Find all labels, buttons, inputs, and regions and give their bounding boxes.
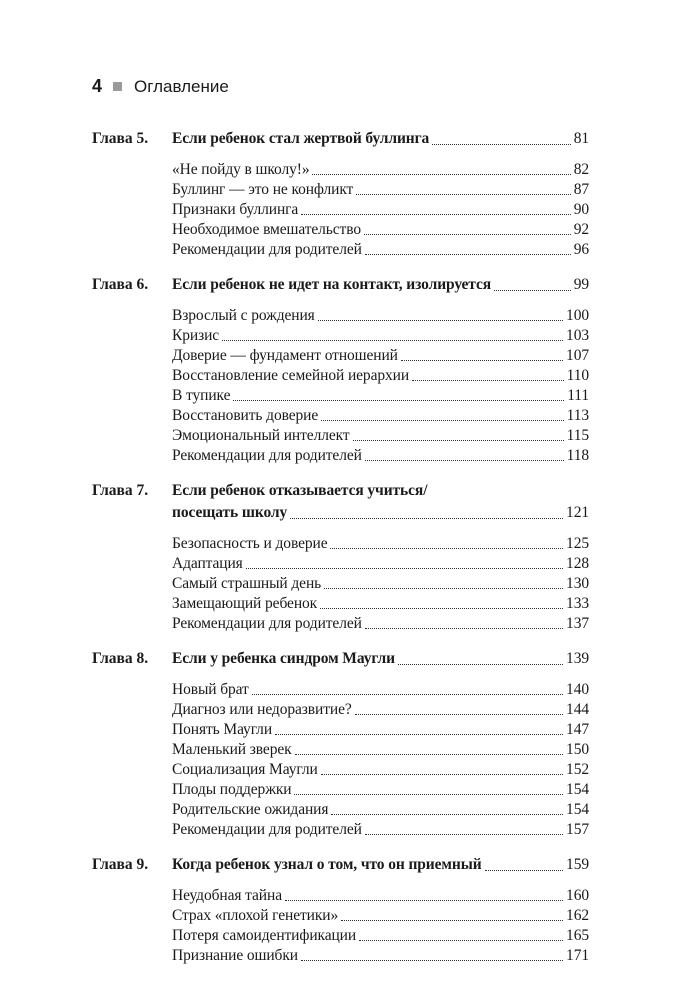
page-ref: 137 <box>566 615 589 632</box>
dot-leader <box>233 400 564 401</box>
chapter-title: Если ребенок стал жертвой буллинга <box>172 130 430 147</box>
chapter-title: Если ребенок не идет на контакт, изолируется <box>172 276 492 293</box>
dot-leader <box>321 420 564 421</box>
page-ref: 152 <box>566 761 589 778</box>
dot-leader <box>365 628 563 629</box>
section-title: Кризис <box>172 327 220 344</box>
page-ref: 96 <box>573 241 589 258</box>
section-row[interactable] <box>172 740 589 760</box>
section-row[interactable] <box>172 574 589 594</box>
section-row[interactable] <box>172 534 589 554</box>
dot-leader <box>365 254 571 255</box>
page-ref: 87 <box>573 181 589 198</box>
dot-leader <box>295 754 563 755</box>
section-row[interactable] <box>172 200 589 220</box>
chapter-title-row[interactable] <box>172 128 589 150</box>
chapter-label: Глава 9. <box>92 856 149 873</box>
section-row[interactable] <box>172 240 589 260</box>
section-title: Эмоциональный интеллект <box>172 427 350 444</box>
page-ref: 113 <box>566 407 589 424</box>
section-title: Самый страшный день <box>172 575 322 592</box>
section-row[interactable] <box>172 720 589 740</box>
page-ref: 130 <box>566 575 589 592</box>
section-title: Восстановление семейной иерархии <box>172 367 410 384</box>
page-ref: 90 <box>573 201 589 218</box>
section-row[interactable] <box>172 800 589 820</box>
page-ref: 107 <box>566 347 589 364</box>
chapter-title-row[interactable] <box>172 648 589 670</box>
section-row[interactable] <box>172 220 589 240</box>
section-title: Диагноз или недоразвитие? <box>172 701 352 718</box>
section-title: Понять Маугли <box>172 721 273 738</box>
chapter-5 <box>92 128 589 260</box>
section-row[interactable] <box>172 326 589 346</box>
page-ref: 128 <box>566 555 589 572</box>
section-row[interactable] <box>172 886 589 906</box>
dot-leader <box>312 174 570 175</box>
section-row[interactable] <box>172 594 589 614</box>
chapter-label: Глава 7. <box>92 482 149 499</box>
dot-leader <box>365 460 564 461</box>
page-ref: 154 <box>566 801 589 818</box>
section-title: «Не пойду в школу!» <box>172 161 310 178</box>
section-row[interactable] <box>172 346 589 366</box>
chapter-8 <box>92 648 589 840</box>
chapter-9 <box>92 854 589 966</box>
page-ref: 115 <box>566 427 589 444</box>
dot-leader <box>341 920 563 921</box>
page-ref: 159 <box>566 856 589 873</box>
dot-leader <box>401 360 563 361</box>
section-title: Неудобная тайна <box>172 887 282 904</box>
page-ref: 160 <box>566 887 589 904</box>
section-title: Страх «плохой генетики» <box>172 907 339 924</box>
dot-leader <box>222 340 563 341</box>
dot-leader <box>301 960 563 961</box>
dot-leader <box>294 794 563 795</box>
dot-leader <box>356 194 570 195</box>
dot-leader <box>398 664 563 665</box>
dot-leader <box>290 518 563 519</box>
chapter-title-line-1: Если ребенок отказывается учиться/ <box>172 482 428 499</box>
section-row[interactable] <box>172 760 589 780</box>
chapter-6 <box>92 274 589 466</box>
page-ref: 147 <box>566 721 589 738</box>
chapter-label: Глава 5. <box>92 130 149 147</box>
section-title: Адаптация <box>172 555 243 572</box>
section-title: Необходимое вмешательство <box>172 221 361 238</box>
chapter-title-row[interactable] <box>172 502 589 524</box>
section-row[interactable] <box>172 554 589 574</box>
section-title: Признание ошибки <box>172 947 298 964</box>
dot-leader <box>353 440 564 441</box>
page-ref: 139 <box>566 650 589 667</box>
dot-leader <box>364 234 571 235</box>
dot-leader <box>365 834 563 835</box>
section-title: Потеря самоидентификации <box>172 927 357 944</box>
section-title: Рекомендации для родителей <box>172 615 362 632</box>
dot-leader <box>275 734 563 735</box>
dot-leader <box>355 714 563 715</box>
page-ref: 157 <box>566 821 589 838</box>
dot-leader <box>252 694 563 695</box>
section-row[interactable] <box>172 386 589 406</box>
section-title: Родительские ожидания <box>172 801 329 818</box>
dot-leader <box>285 900 563 901</box>
section-title: Маленький зверек <box>172 741 292 758</box>
page-ref: 103 <box>566 327 589 344</box>
dot-leader <box>246 568 563 569</box>
page-ref: 92 <box>573 221 589 238</box>
section-row[interactable] <box>172 306 589 326</box>
page-ref: 162 <box>566 907 589 924</box>
section-title: Доверие — фундамент отношений <box>172 347 398 364</box>
page-ref: 111 <box>567 387 589 404</box>
section-title: В тупике <box>172 387 231 404</box>
page-ref: 133 <box>566 595 589 612</box>
page-ref: 110 <box>566 367 589 384</box>
chapter-title-line-2: посещать школу <box>172 504 288 521</box>
page-ref: 165 <box>566 927 589 944</box>
chapter-title-row[interactable] <box>172 274 589 296</box>
chapter-title-row[interactable] <box>172 480 589 502</box>
chapter-7 <box>92 480 589 634</box>
dot-leader <box>412 380 564 381</box>
dot-leader <box>321 774 563 775</box>
page-ref: 99 <box>573 276 589 293</box>
section-row[interactable] <box>172 366 589 386</box>
chapter-label: Глава 8. <box>92 650 149 667</box>
chapter-title-row[interactable] <box>172 854 589 876</box>
chapter-title: Если у ребенка синдром Маугли <box>172 650 395 667</box>
dot-leader <box>330 548 563 549</box>
page-ref: 118 <box>566 447 589 464</box>
dot-leader <box>359 940 563 941</box>
section-title: Восстановить доверие <box>172 407 319 424</box>
section-row[interactable] <box>172 406 589 426</box>
square-bullet-icon <box>113 82 122 91</box>
section-title: Признаки буллинга <box>172 201 299 218</box>
chapter-label: Глава 6. <box>92 276 149 293</box>
page-ref: 154 <box>566 781 589 798</box>
dot-leader <box>324 588 563 589</box>
section-row[interactable] <box>172 700 589 720</box>
section-row[interactable] <box>172 946 589 966</box>
section-title: Новый брат <box>172 681 249 698</box>
section-title: Рекомендации для родителей <box>172 821 362 838</box>
page-ref: 144 <box>566 701 589 718</box>
dot-leader <box>301 214 570 215</box>
page-ref: 171 <box>566 947 589 964</box>
section-row[interactable] <box>172 426 589 446</box>
page-ref: 100 <box>566 307 589 324</box>
page-header <box>92 76 229 97</box>
dot-leader <box>432 144 570 145</box>
section-row[interactable] <box>172 614 589 634</box>
section-title: Плоды поддержки <box>172 781 292 798</box>
dot-leader <box>320 608 563 609</box>
section-title: Замещающий ребенок <box>172 595 318 612</box>
section-row[interactable] <box>172 906 589 926</box>
chapter-title: Когда ребенок узнал о том, что он приемный <box>172 856 482 873</box>
section-row[interactable] <box>172 446 589 466</box>
page-ref: 82 <box>573 161 589 178</box>
section-title: Безопасность и доверие <box>172 535 328 552</box>
dot-leader <box>331 814 563 815</box>
page-ref: 81 <box>573 130 589 147</box>
section-row[interactable] <box>172 680 589 700</box>
dot-leader <box>318 320 563 321</box>
page-ref: 121 <box>566 504 589 521</box>
page-ref: 140 <box>566 681 589 698</box>
page-number: 4 <box>92 76 103 96</box>
section-row[interactable] <box>172 820 589 840</box>
section-title: Рекомендации для родителей <box>172 447 362 464</box>
header-title: Оглавление <box>134 76 229 96</box>
table-of-contents <box>92 128 589 980</box>
section-title: Взрослый с рождения <box>172 307 315 324</box>
section-title: Социализация Маугли <box>172 761 318 778</box>
section-title: Буллинг — это не конфликт <box>172 181 354 198</box>
section-row[interactable] <box>172 160 589 180</box>
section-title: Рекомендации для родителей <box>172 241 362 258</box>
dot-leader <box>494 290 571 291</box>
page-ref: 150 <box>566 741 589 758</box>
section-row[interactable] <box>172 780 589 800</box>
dot-leader <box>485 870 564 871</box>
section-row[interactable] <box>172 180 589 200</box>
section-row[interactable] <box>172 926 589 946</box>
page-ref: 125 <box>566 535 589 552</box>
